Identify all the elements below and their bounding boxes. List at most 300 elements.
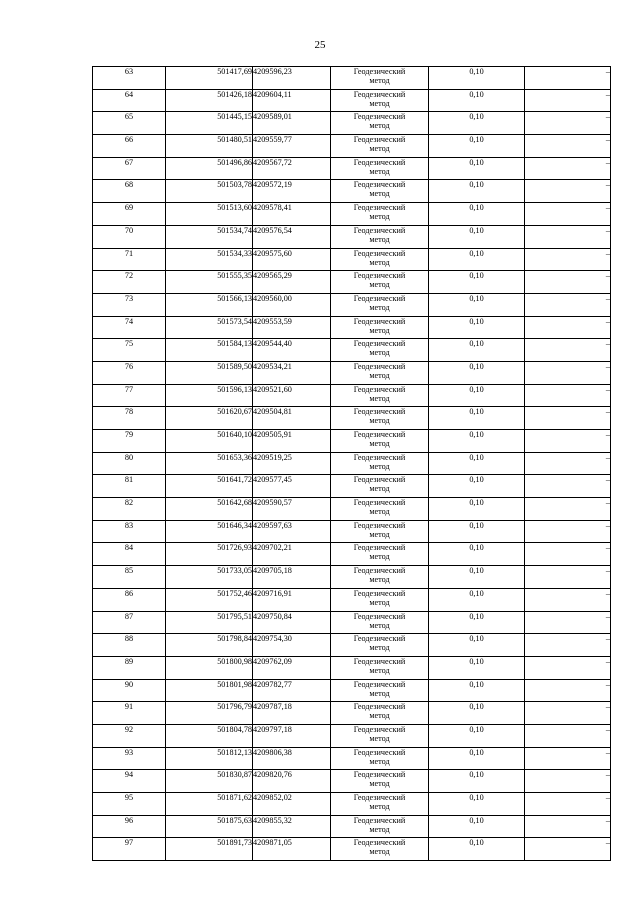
x-coordinate-cell: 501496,86 [166, 157, 253, 180]
note-cell: – [525, 112, 611, 135]
method-line-2: метод [369, 688, 390, 698]
x-coordinate-cell: 501646,34 [166, 520, 253, 543]
table-row [93, 89, 611, 112]
table-row [93, 656, 611, 679]
table-row [93, 747, 611, 770]
method-line-1: Геодезический [353, 157, 406, 167]
method-line-1: Геодезический [353, 430, 406, 439]
method-line-1: Геодезический [353, 724, 406, 734]
method-line-1: Геодезический [353, 520, 406, 530]
x-coordinate-cell: 501503,78 [166, 180, 253, 203]
method-line-1: Геодезический [353, 679, 406, 689]
y-coordinate-cell: 4209553,59 [253, 316, 331, 339]
x-coordinate-cell: 501752,46 [166, 588, 253, 611]
method-line-1: Геодезический [353, 271, 406, 281]
method-line-1: Геодезический [353, 384, 406, 394]
method-line-1: Геодезический [353, 566, 406, 576]
point-number-cell: 91 [93, 702, 166, 725]
method-cell [331, 498, 429, 521]
method-line-2: метод [369, 121, 390, 131]
note-cell: – [525, 203, 611, 226]
precision-cell: 0,10 [429, 135, 525, 158]
method-cell [331, 520, 429, 543]
method-cell [331, 339, 429, 362]
method-line-1: Геодезический [353, 702, 406, 712]
note-cell: – [525, 656, 611, 679]
y-coordinate-cell: 4209705,18 [253, 566, 331, 589]
precision-cell: 0,10 [429, 248, 525, 271]
method-line-1: Геодезический [353, 793, 406, 802]
x-coordinate-cell: 501445,15 [166, 112, 253, 135]
method-line-2: метод [369, 620, 390, 630]
precision-cell: 0,10 [429, 293, 525, 316]
table-row [93, 157, 611, 180]
precision-cell: 0,10 [429, 702, 525, 725]
y-coordinate-cell: 4209762,09 [253, 656, 331, 679]
table-row [93, 770, 611, 793]
method-line-2: метод [369, 234, 390, 244]
method-line-2: метод [369, 348, 390, 358]
table-row [93, 407, 611, 430]
note-cell: – [525, 679, 611, 702]
method-line-1: Геодезический [353, 747, 406, 757]
method-cell [331, 724, 429, 747]
y-coordinate-cell: 4209596,23 [253, 67, 331, 90]
method-line-1: Геодезический [353, 67, 406, 76]
y-coordinate-cell: 4209559,77 [253, 135, 331, 158]
method-cell [331, 430, 429, 453]
point-number-cell: 67 [93, 157, 166, 180]
x-coordinate-cell: 501795,51 [166, 611, 253, 634]
method-cell [331, 634, 429, 657]
method-line-2: метод [369, 779, 390, 789]
precision-cell: 0,10 [429, 838, 525, 861]
note-cell: – [525, 384, 611, 407]
point-number-cell: 64 [93, 89, 166, 112]
point-number-cell: 65 [93, 112, 166, 135]
table-row [93, 203, 611, 226]
method-cell [331, 180, 429, 203]
point-number-cell: 78 [93, 407, 166, 430]
x-coordinate-cell: 501566,13 [166, 293, 253, 316]
table-row [93, 634, 611, 657]
x-coordinate-cell: 501534,74 [166, 225, 253, 248]
y-coordinate-cell: 4209578,41 [253, 203, 331, 226]
table-row [93, 793, 611, 816]
method-line-2: метод [369, 166, 390, 176]
method-line-1: Геодезический [353, 203, 406, 213]
method-line-1: Геодезический [353, 634, 406, 644]
note-cell: – [525, 588, 611, 611]
note-cell: – [525, 225, 611, 248]
precision-cell: 0,10 [429, 634, 525, 657]
table-row [93, 838, 611, 861]
precision-cell: 0,10 [429, 679, 525, 702]
point-number-cell: 81 [93, 475, 166, 498]
note-cell: – [525, 67, 611, 90]
method-cell [331, 656, 429, 679]
method-cell [331, 543, 429, 566]
precision-cell: 0,10 [429, 656, 525, 679]
method-line-2: метод [369, 597, 390, 607]
y-coordinate-cell: 4209702,21 [253, 543, 331, 566]
y-coordinate-cell: 4209797,18 [253, 724, 331, 747]
y-coordinate-cell: 4209787,18 [253, 702, 331, 725]
table-row [93, 679, 611, 702]
table-row [93, 452, 611, 475]
precision-cell: 0,10 [429, 611, 525, 634]
note-cell: – [525, 316, 611, 339]
y-coordinate-cell: 4209806,38 [253, 747, 331, 770]
y-coordinate-cell: 4209754,30 [253, 634, 331, 657]
table-row [93, 520, 611, 543]
method-line-2: метод [369, 575, 390, 585]
x-coordinate-cell: 501417,69 [166, 67, 253, 90]
note-cell: – [525, 452, 611, 475]
precision-cell: 0,10 [429, 588, 525, 611]
precision-cell: 0,10 [429, 566, 525, 589]
x-coordinate-cell: 501891,73 [166, 838, 253, 861]
method-line-1: Геодезический [353, 452, 406, 462]
y-coordinate-cell: 4209855,32 [253, 815, 331, 838]
y-coordinate-cell: 4209782,77 [253, 679, 331, 702]
point-number-cell: 66 [93, 135, 166, 158]
y-coordinate-cell: 4209577,45 [253, 475, 331, 498]
precision-cell: 0,10 [429, 815, 525, 838]
precision-cell: 0,10 [429, 407, 525, 430]
note-cell: – [525, 634, 611, 657]
method-line-1: Геодезический [353, 770, 406, 780]
x-coordinate-cell: 501513,60 [166, 203, 253, 226]
table-row [93, 112, 611, 135]
point-number-cell: 82 [93, 498, 166, 521]
note-cell: – [525, 475, 611, 498]
x-coordinate-cell: 501801,98 [166, 679, 253, 702]
point-number-cell: 75 [93, 339, 166, 362]
method-line-2: метод [369, 711, 390, 721]
y-coordinate-cell: 4209521,60 [253, 384, 331, 407]
point-number-cell: 77 [93, 384, 166, 407]
x-coordinate-cell: 501596,13 [166, 384, 253, 407]
table-row [93, 293, 611, 316]
y-coordinate-cell: 4209604,11 [253, 89, 331, 112]
x-coordinate-cell: 501573,54 [166, 316, 253, 339]
precision-cell: 0,10 [429, 67, 525, 90]
point-number-cell: 86 [93, 588, 166, 611]
method-cell [331, 384, 429, 407]
note-cell: – [525, 520, 611, 543]
x-coordinate-cell: 501584,13 [166, 339, 253, 362]
x-coordinate-cell: 501804,78 [166, 724, 253, 747]
method-cell [331, 316, 429, 339]
method-cell [331, 361, 429, 384]
note-cell: – [525, 135, 611, 158]
point-number-cell: 92 [93, 724, 166, 747]
method-cell [331, 815, 429, 838]
x-coordinate-cell: 501640,10 [166, 430, 253, 453]
table-row [93, 611, 611, 634]
note-cell: – [525, 248, 611, 271]
point-number-cell: 96 [93, 815, 166, 838]
precision-cell: 0,10 [429, 498, 525, 521]
point-number-cell: 71 [93, 248, 166, 271]
method-line-1: Геодезический [353, 498, 406, 508]
method-line-1: Геодезический [353, 89, 406, 99]
precision-cell: 0,10 [429, 361, 525, 384]
point-number-cell: 83 [93, 520, 166, 543]
method-line-2: метод [369, 824, 390, 834]
method-cell [331, 225, 429, 248]
method-cell [331, 702, 429, 725]
precision-cell: 0,10 [429, 339, 525, 362]
precision-cell: 0,10 [429, 724, 525, 747]
point-number-cell: 93 [93, 747, 166, 770]
precision-cell: 0,10 [429, 475, 525, 498]
method-line-1: Геодезический [353, 407, 406, 417]
method-line-1: Геодезический [353, 180, 406, 190]
x-coordinate-cell: 501642,68 [166, 498, 253, 521]
y-coordinate-cell: 4209505,91 [253, 430, 331, 453]
y-coordinate-cell: 4209820,76 [253, 770, 331, 793]
x-coordinate-cell: 501796,79 [166, 702, 253, 725]
point-number-cell: 63 [93, 67, 166, 90]
table-row [93, 135, 611, 158]
y-coordinate-cell: 4209504,81 [253, 407, 331, 430]
point-number-cell: 76 [93, 361, 166, 384]
method-line-2: метод [369, 461, 390, 471]
note-cell: – [525, 271, 611, 294]
method-line-1: Геодезический [353, 225, 406, 235]
method-cell [331, 588, 429, 611]
y-coordinate-cell: 4209565,29 [253, 271, 331, 294]
x-coordinate-cell: 501620,67 [166, 407, 253, 430]
y-coordinate-cell: 4209544,40 [253, 339, 331, 362]
method-line-2: метод [369, 552, 390, 562]
note-cell: – [525, 702, 611, 725]
precision-cell: 0,10 [429, 203, 525, 226]
note-cell: – [525, 89, 611, 112]
note-cell: – [525, 157, 611, 180]
method-line-1: Геодезический [353, 838, 406, 848]
note-cell: – [525, 747, 611, 770]
x-coordinate-cell: 501812,13 [166, 747, 253, 770]
y-coordinate-cell: 4209597,63 [253, 520, 331, 543]
precision-cell: 0,10 [429, 89, 525, 112]
method-line-2: метод [369, 847, 390, 857]
precision-cell: 0,10 [429, 384, 525, 407]
method-line-1: Геодезический [353, 293, 406, 303]
point-number-cell: 70 [93, 225, 166, 248]
coordinates-table [92, 66, 611, 861]
method-line-2: метод [369, 733, 390, 743]
note-cell: – [525, 815, 611, 838]
y-coordinate-cell: 4209534,21 [253, 361, 331, 384]
precision-cell: 0,10 [429, 793, 525, 816]
note-cell: – [525, 770, 611, 793]
table-row [93, 498, 611, 521]
method-cell [331, 407, 429, 430]
method-cell [331, 67, 429, 90]
precision-cell: 0,10 [429, 520, 525, 543]
method-cell [331, 293, 429, 316]
precision-cell: 0,10 [429, 225, 525, 248]
table-row [93, 271, 611, 294]
note-cell: – [525, 793, 611, 816]
method-line-2: метод [369, 302, 390, 312]
table-row [93, 361, 611, 384]
method-line-2: метод [369, 643, 390, 653]
x-coordinate-cell: 501875,63 [166, 815, 253, 838]
point-number-cell: 97 [93, 838, 166, 861]
method-cell [331, 679, 429, 702]
method-line-2: метод [369, 802, 390, 811]
precision-cell: 0,10 [429, 747, 525, 770]
point-number-cell: 90 [93, 679, 166, 702]
method-line-2: метод [369, 325, 390, 335]
table-row [93, 588, 611, 611]
precision-cell: 0,10 [429, 316, 525, 339]
y-coordinate-cell: 4209572,19 [253, 180, 331, 203]
method-line-2: метод [369, 189, 390, 199]
y-coordinate-cell: 4209590,57 [253, 498, 331, 521]
table-row [93, 180, 611, 203]
table-body [93, 67, 611, 861]
x-coordinate-cell: 501641,72 [166, 475, 253, 498]
method-line-2: метод [369, 393, 390, 403]
method-cell [331, 793, 429, 816]
method-cell [331, 135, 429, 158]
y-coordinate-cell: 4209871,05 [253, 838, 331, 861]
x-coordinate-cell: 501653,36 [166, 452, 253, 475]
method-line-2: метод [369, 280, 390, 290]
point-number-cell: 72 [93, 271, 166, 294]
method-cell [331, 475, 429, 498]
method-line-1: Геодезический [353, 339, 406, 349]
table-row [93, 543, 611, 566]
method-line-2: метод [369, 212, 390, 222]
x-coordinate-cell: 501555,35 [166, 271, 253, 294]
note-cell: – [525, 498, 611, 521]
method-line-2: метод [369, 257, 390, 267]
y-coordinate-cell: 4209576,54 [253, 225, 331, 248]
method-line-1: Геодезический [353, 475, 406, 485]
method-line-1: Геодезический [353, 248, 406, 258]
point-number-cell: 68 [93, 180, 166, 203]
y-coordinate-cell: 4209852,02 [253, 793, 331, 816]
method-line-2: метод [369, 529, 390, 539]
table-row [93, 225, 611, 248]
page-number: 25 [314, 39, 326, 51]
method-line-2: метод [369, 756, 390, 766]
table-row [93, 384, 611, 407]
note-cell: – [525, 339, 611, 362]
note-cell: – [525, 430, 611, 453]
y-coordinate-cell: 4209750,84 [253, 611, 331, 634]
note-cell: – [525, 611, 611, 634]
point-number-cell: 94 [93, 770, 166, 793]
y-coordinate-cell: 4209567,72 [253, 157, 331, 180]
point-number-cell: 79 [93, 430, 166, 453]
note-cell: – [525, 566, 611, 589]
method-cell [331, 452, 429, 475]
method-cell [331, 89, 429, 112]
point-number-cell: 88 [93, 634, 166, 657]
method-line-2: метод [369, 98, 390, 108]
method-line-1: Геодезический [353, 815, 406, 825]
method-line-2: метод [369, 439, 390, 448]
method-line-1: Геодезический [353, 543, 406, 553]
x-coordinate-cell: 501800,98 [166, 656, 253, 679]
precision-cell: 0,10 [429, 452, 525, 475]
table-row [93, 566, 611, 589]
y-coordinate-cell: 4209716,91 [253, 588, 331, 611]
x-coordinate-cell: 501480,51 [166, 135, 253, 158]
method-cell [331, 157, 429, 180]
method-cell [331, 203, 429, 226]
method-cell [331, 248, 429, 271]
table-row [93, 475, 611, 498]
method-line-1: Геодезический [353, 588, 406, 598]
table-row [93, 815, 611, 838]
method-line-1: Геодезический [353, 316, 406, 326]
precision-cell: 0,10 [429, 770, 525, 793]
y-coordinate-cell: 4209519,25 [253, 452, 331, 475]
point-number-cell: 85 [93, 566, 166, 589]
note-cell: – [525, 838, 611, 861]
method-line-2: метод [369, 665, 390, 675]
method-cell [331, 566, 429, 589]
y-coordinate-cell: 4209589,01 [253, 112, 331, 135]
point-number-cell: 73 [93, 293, 166, 316]
method-line-2: метод [369, 484, 390, 494]
x-coordinate-cell: 501534,33 [166, 248, 253, 271]
method-line-2: метод [369, 76, 390, 85]
x-coordinate-cell: 501589,50 [166, 361, 253, 384]
point-number-cell: 69 [93, 203, 166, 226]
y-coordinate-cell: 4209575,60 [253, 248, 331, 271]
precision-cell: 0,10 [429, 112, 525, 135]
precision-cell: 0,10 [429, 157, 525, 180]
table-row [93, 67, 611, 90]
method-line-2: метод [369, 507, 390, 517]
method-line-1: Геодезический [353, 361, 406, 371]
method-line-2: метод [369, 144, 390, 154]
x-coordinate-cell: 501798,84 [166, 634, 253, 657]
precision-cell: 0,10 [429, 180, 525, 203]
note-cell: – [525, 543, 611, 566]
note-cell: – [525, 724, 611, 747]
method-cell [331, 838, 429, 861]
note-cell: – [525, 180, 611, 203]
point-number-cell: 95 [93, 793, 166, 816]
precision-cell: 0,10 [429, 430, 525, 453]
table-row [93, 724, 611, 747]
point-number-cell: 87 [93, 611, 166, 634]
table-row [93, 430, 611, 453]
precision-cell: 0,10 [429, 271, 525, 294]
point-number-cell: 80 [93, 452, 166, 475]
method-line-1: Геодезический [353, 656, 406, 666]
method-cell [331, 271, 429, 294]
table-row [93, 248, 611, 271]
x-coordinate-cell: 501871,62 [166, 793, 253, 816]
point-number-cell: 74 [93, 316, 166, 339]
point-number-cell: 89 [93, 656, 166, 679]
x-coordinate-cell: 501733,05 [166, 566, 253, 589]
note-cell: – [525, 361, 611, 384]
method-cell [331, 611, 429, 634]
y-coordinate-cell: 4209560,00 [253, 293, 331, 316]
